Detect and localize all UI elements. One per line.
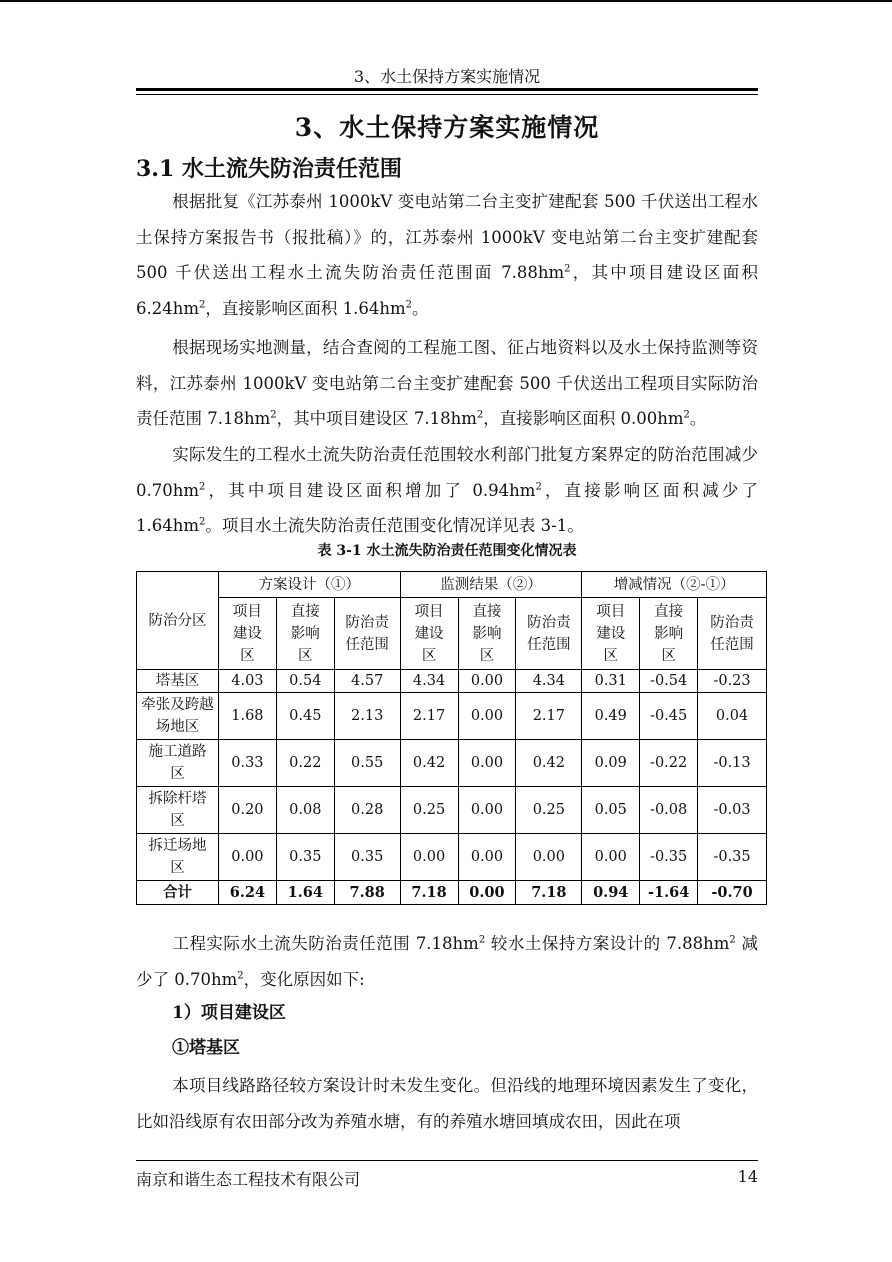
table-cell: 0.25: [516, 787, 582, 834]
paragraph-change-reason-intro: 工程实际水土流失防治责任范围 $7.18hm^2$ 较水土保持方案设计的 $7.88hm^2$ 减少了 $0.70hm^2$，变化原因如下:: [136, 934, 758, 989]
table-cell: -0.13: [698, 740, 767, 787]
group-header-monitoring: 监测结果（②）: [400, 572, 582, 598]
footer-company: 南京和谐生态工程技术有限公司: [136, 1170, 361, 1189]
table-cell: -1.64: [640, 881, 698, 905]
table-cell: 2.13: [334, 693, 400, 740]
table-cell: 0.33: [218, 740, 276, 787]
section-title: 3.1 水土流失防治责任范围: [136, 156, 402, 182]
table-cell: 0.00: [400, 834, 458, 881]
subheader-cell: 直接影响区: [640, 598, 698, 670]
table-cell: 0.42: [400, 740, 458, 787]
header-rule-thick: [136, 88, 758, 91]
table-cell: -0.22: [640, 740, 698, 787]
table-cell: -0.35: [640, 834, 698, 881]
footer-rule: [136, 1160, 758, 1161]
group-header-plan: 方案设计（①）: [218, 572, 400, 598]
table-row: [137, 834, 767, 881]
table-cell: 0.94: [582, 881, 640, 905]
table-cell: 0.49: [582, 693, 640, 740]
subheader-cell: 项目建设区: [400, 598, 458, 670]
table-cell: 0.45: [276, 693, 334, 740]
table-cell: 2.17: [516, 693, 582, 740]
table-cell: 0.31: [582, 670, 640, 693]
table-cell: -0.35: [698, 834, 767, 881]
table-cell: 0.05: [582, 787, 640, 834]
table-total-row: [137, 881, 767, 905]
table-cell: 7.18: [400, 881, 458, 905]
subheader-cell: 项目建设区: [218, 598, 276, 670]
subheader-cell: 防治责任范围: [698, 598, 767, 670]
table-cell: 0.55: [334, 740, 400, 787]
top-border-line: [0, 0, 892, 2]
subheader-cell: 防治责任范围: [516, 598, 582, 670]
table-row: [137, 787, 767, 834]
paragraph-scope-change: 实际发生的工程水土流失防治责任范围较水利部门批复方案界定的防治范围减少 $0.70hm^2$，其中项目建设区面积增加了 $0.94hm^2$，直接影响区面积减少了 $1.64hm^2$。项目水土流失防治责任范围变化情况详见表 3-1。: [136, 445, 758, 535]
table-cell: 1.64: [276, 881, 334, 905]
table-cell: 0.00: [458, 740, 516, 787]
table-cell: 6.24: [218, 881, 276, 905]
table-cell: -0.45: [640, 693, 698, 740]
table-cell: 0.54: [276, 670, 334, 693]
table-cell: 4.57: [334, 670, 400, 693]
table-cell: 4.03: [218, 670, 276, 693]
table-cell: 4.34: [400, 670, 458, 693]
subheader-cell: 项目建设区: [582, 598, 640, 670]
subheading-tower-base: ①塔基区: [172, 1038, 240, 1058]
table-cell: 0.20: [218, 787, 276, 834]
paragraph-actual-scope: 根据现场实地测量，结合查阅的工程施工图、征占地资料以及水土保持监测等资料，江苏泰州 1000kV 变电站第二台主变扩建配套 500 千伏送出工程项目实际防治责任范围 $7.18hm^2$，其中项目建设区 $7.18hm^2$，直接影响区面积 $0.00hm^2$。: [136, 338, 758, 428]
table-cell: 0.00: [458, 670, 516, 693]
row-label: 拆除杆塔区: [137, 787, 219, 834]
table-cell: 0.35: [276, 834, 334, 881]
table-row: [137, 740, 767, 787]
table-cell: 2.17: [400, 693, 458, 740]
paragraph-approved-scope: 根据批复《江苏泰州 1000kV 变电站第二台主变扩建配套 500 千伏送出工程水土保持方案报告书（报批稿）》的，江苏泰州 1000kV 变电站第二台主变扩建配套 500 千伏送出工程水土流失防治责任范围面 $7.88hm^2$，其中项目建设区面积 $6.24hm^2$，直接影响区面积 $1.64hm^2$。: [136, 192, 759, 318]
table-cell: 0.00: [582, 834, 640, 881]
table-cell: 0.42: [516, 740, 582, 787]
row-label: 施工道路区: [137, 740, 219, 787]
row-label: 塔基区: [137, 670, 219, 693]
table-cell: -0.70: [698, 881, 767, 905]
table-cell: 0.04: [698, 693, 767, 740]
table-cell: -0.03: [698, 787, 767, 834]
table-corner-header: 防治分区: [137, 572, 219, 670]
table-cell: 0.08: [276, 787, 334, 834]
table-cell: 1.68: [218, 693, 276, 740]
table-cell: 0.00: [218, 834, 276, 881]
table-cell: 0.25: [400, 787, 458, 834]
page-number: 14: [737, 1167, 758, 1186]
table-cell: 4.34: [516, 670, 582, 693]
table-cell: 0.35: [334, 834, 400, 881]
table-cell: 7.18: [516, 881, 582, 905]
table-cell: 0.00: [458, 834, 516, 881]
subheading-project-area: 1）项目建设区: [172, 1003, 286, 1023]
table-cell: 0.22: [276, 740, 334, 787]
table-cell: 0.00: [516, 834, 582, 881]
table-cell: 0.00: [458, 881, 516, 905]
table-cell: -0.08: [640, 787, 698, 834]
row-label: 拆迁场地区: [137, 834, 219, 881]
table-cell: -0.23: [698, 670, 767, 693]
subheader-cell: 防治责任范围: [334, 598, 400, 670]
subheader-cell: 直接影响区: [276, 598, 334, 670]
group-header-change: 增减情况（②-①）: [582, 572, 767, 598]
row-label: 牵张及跨越场地区: [137, 693, 219, 740]
table-cell: 0.00: [458, 787, 516, 834]
table-cell: 7.88: [334, 881, 400, 905]
table-caption: 表 3-1 水土流失防治责任范围变化情况表: [317, 543, 577, 559]
table-cell: 0.00: [458, 693, 516, 740]
header-rule-thin: [136, 94, 758, 95]
table-subheader-row: [137, 598, 767, 670]
row-label: 合计: [137, 881, 219, 905]
chapter-title: 3、水土保持方案实施情况: [294, 113, 600, 142]
table-cell: 0.09: [582, 740, 640, 787]
subheader-cell: 直接影响区: [458, 598, 516, 670]
table-row: [137, 670, 767, 693]
table-row: [137, 693, 767, 740]
running-header: 3、水土保持方案实施情况: [353, 67, 541, 86]
table-cell: 0.28: [334, 787, 400, 834]
table-cell: -0.54: [640, 670, 698, 693]
scope-change-table: [136, 571, 767, 905]
paragraph-tower-base: 本项目线路路径较方案设计时未发生变化。但沿线的地理环境因素发生了变化，比如沿线原有农田部分改为养殖水塘，有的养殖水塘回填成农田，因此在项: [136, 1076, 758, 1131]
